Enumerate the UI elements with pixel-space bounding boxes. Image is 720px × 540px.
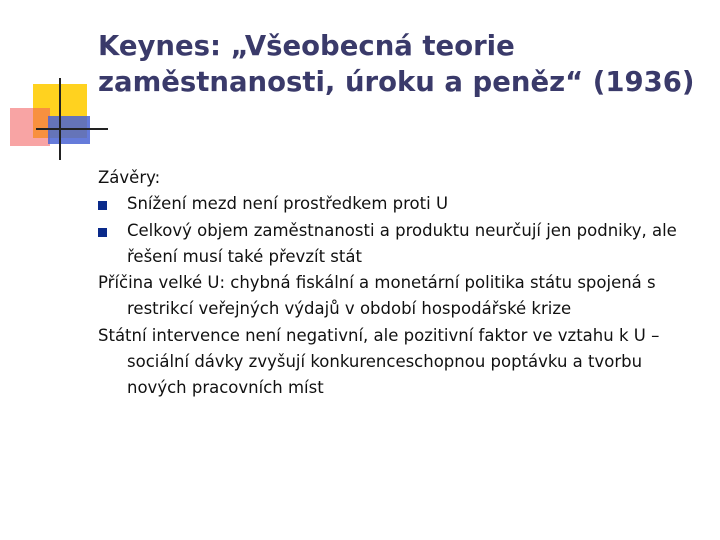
square-bullet-icon	[98, 228, 107, 237]
bullet-item	[98, 218, 703, 271]
bullet-text: Celkový objem zaměstnanosti a produktu neurčují jen podniky, ale řešení musí také převzít stát	[127, 220, 677, 266]
slide-title: Keynes: „Všeobecná teorie zaměstnanosti, úroku a peněz“ (1936)	[98, 30, 695, 98]
decor-blue-square	[48, 116, 90, 144]
bullet-item	[98, 191, 703, 217]
slide-body	[98, 165, 703, 402]
paragraph-intervention: Státní intervence není negativní, ale pozitivní faktor ve vztahu k U – sociální dávky zvyšují konkurenceschopnou poptávku a tvorbu nových pracovních míst	[98, 325, 660, 398]
bullet-text: Snížení mezd není prostředkem proti U	[127, 194, 449, 214]
decor-horizontal-line	[36, 128, 108, 130]
paragraph-cause: Příčina velké U: chybná fiskální a monetární politika státu spojená s restrikcí veřejných výdajů v období hospodářské krize	[98, 273, 656, 319]
conclusions-heading: Závěry:	[98, 168, 161, 187]
decor-red-square	[10, 108, 50, 146]
square-bullet-icon	[98, 201, 107, 210]
decor-vertical-line	[59, 78, 61, 160]
